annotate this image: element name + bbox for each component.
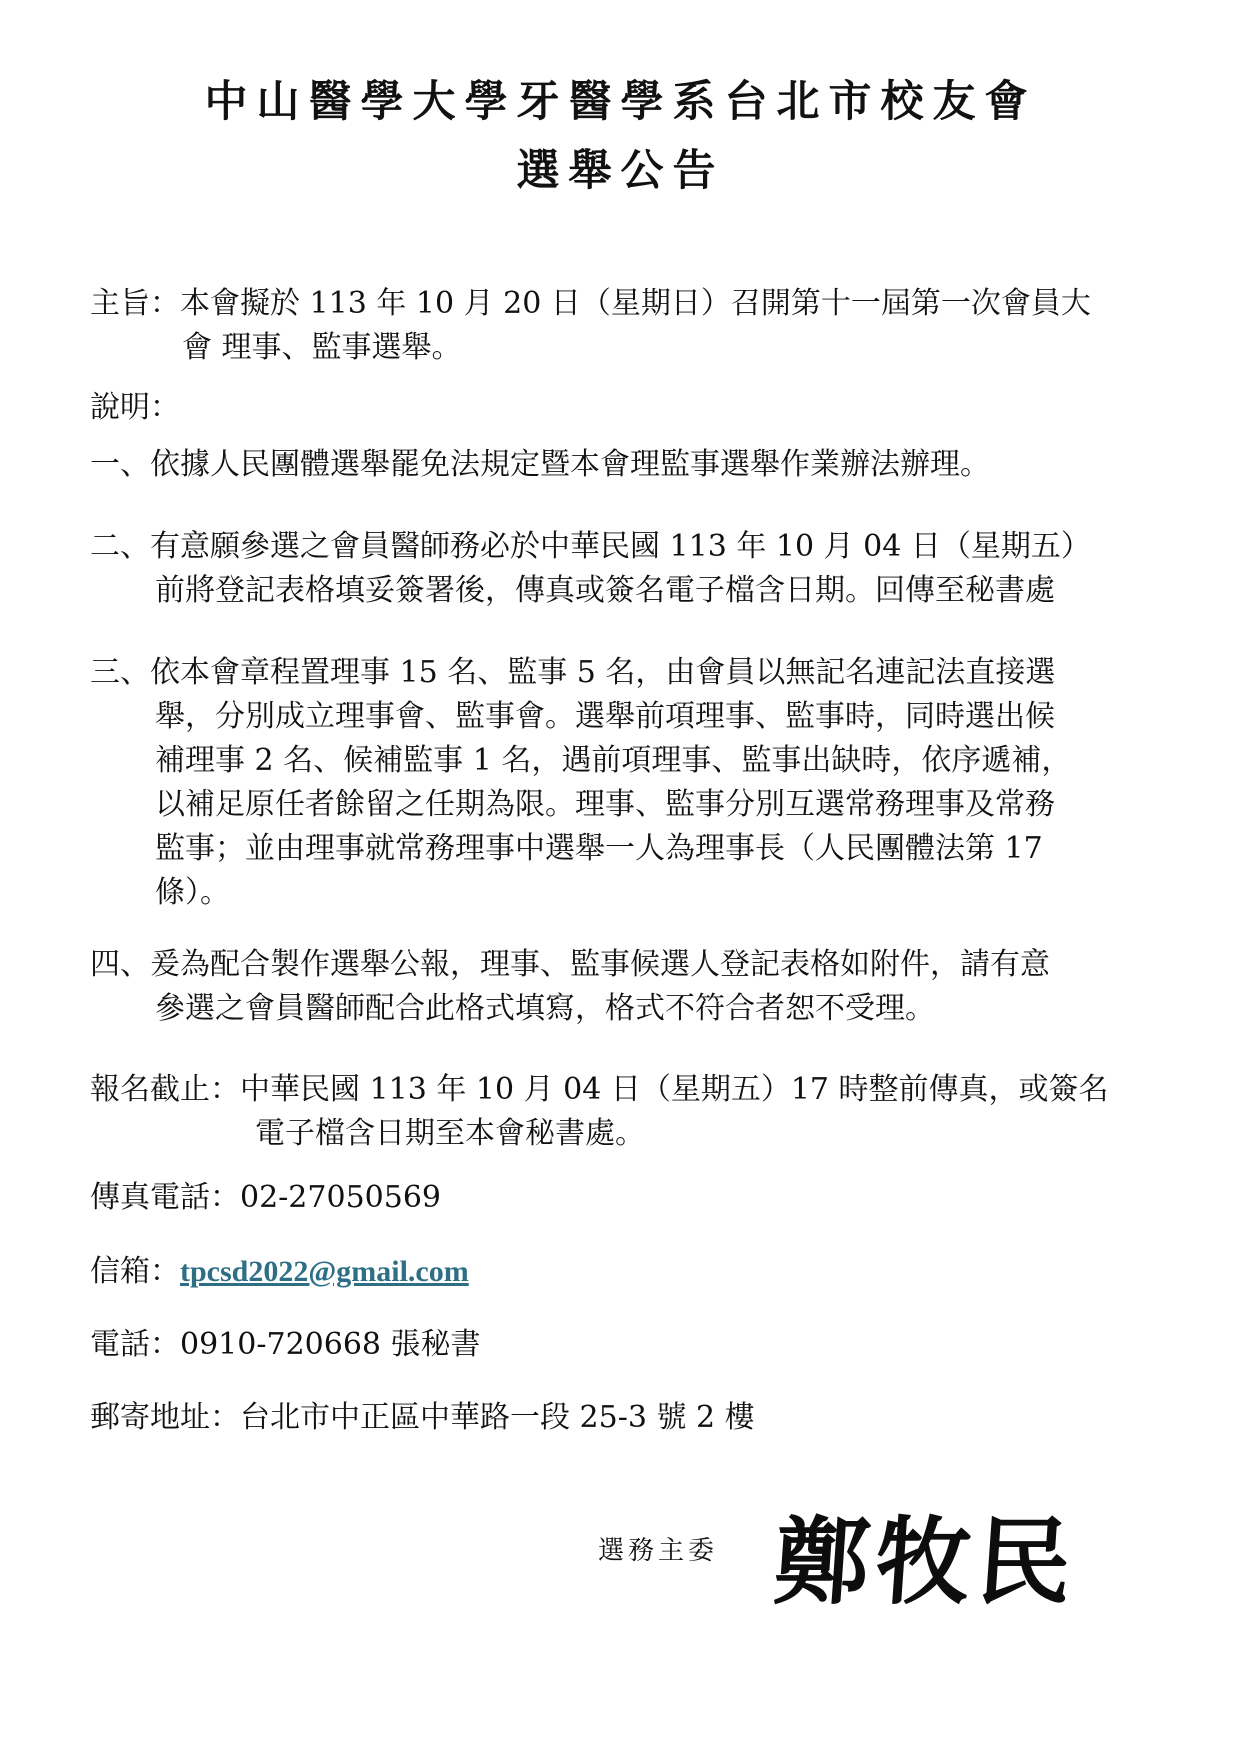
item-three-line-3: 補理事 2 名、候補監事 1 名，遇前項理事、監事出缺時，依序遞補， bbox=[155, 743, 1072, 778]
fax-number: 02-27050569 bbox=[240, 1180, 442, 1215]
fax-row bbox=[90, 1178, 441, 1218]
subject-line-2: 會 理事、監事選舉。 bbox=[182, 330, 462, 365]
item-two-line-1: 二、有意願參選之會員醫師務必於中華民國 113 年 10 月 04 日（星期五） bbox=[90, 529, 1091, 564]
item-four-line-2: 參選之會員醫師配合此格式填寫，格式不符合者恕不受理。 bbox=[155, 991, 935, 1026]
fax-label: 傳真電話： bbox=[90, 1180, 240, 1215]
announcement-title: 選舉公告 bbox=[516, 146, 725, 196]
organization-title: 中山醫學大學牙醫學系台北市校友會 bbox=[204, 77, 1037, 127]
item-two-line-2: 前將登記表格填妥簽署後，傳真或簽名電子檔含日期。回傳至秘書處 bbox=[155, 573, 1055, 608]
deadline-line-1: 報名截止：中華民國 113 年 10 月 04 日（星期五）17 時整前傳真，或簽名 bbox=[90, 1072, 1109, 1107]
email-label: 信箱： bbox=[90, 1254, 180, 1289]
item-three-line-6: 條）。 bbox=[155, 875, 230, 910]
explanation-heading: 說明： bbox=[90, 390, 180, 425]
item-three-line-2: 舉，分別成立理事會、監事會。選舉前項理事、監事時，同時選出候 bbox=[155, 699, 1055, 734]
address-row: 郵寄地址：台北市中正區中華路一段 25-3 號 2 樓 bbox=[90, 1400, 755, 1435]
email-link[interactable]: tpcsd2022@gmail.com bbox=[180, 1255, 469, 1288]
signature-title: 選務主委 bbox=[598, 1536, 719, 1566]
phone-row: 電話：0910-720668 張秘書 bbox=[90, 1327, 481, 1362]
deadline-line-2: 電子檔含日期至本會秘書處。 bbox=[255, 1116, 645, 1151]
item-four-line-1: 四、爰為配合製作選舉公報，理事、監事候選人登記表格如附件，請有意 bbox=[90, 947, 1050, 982]
item-three-line-1: 三、依本會章程置理事 15 名、監事 5 名，由會員以無記名連記法直接選 bbox=[90, 655, 1056, 690]
item-one-line-1: 一、依據人民團體選舉罷免法規定暨本會理監事選舉作業辦法辦理。 bbox=[90, 447, 990, 482]
email-row bbox=[90, 1252, 469, 1292]
signature-name: 鄭牧民 bbox=[770, 1507, 1082, 1618]
item-three-line-4: 以補足原任者餘留之任期為限。理事、監事分別互選常務理事及常務 bbox=[155, 787, 1055, 822]
subject-line-1: 主旨：本會擬於 113 年 10 月 20 日（星期日）召開第十一屆第一次會員大 bbox=[90, 286, 1091, 321]
item-three-line-5: 監事；並由理事就常務理事中選舉一人為理事長（人民團體法第 17 bbox=[155, 831, 1043, 866]
